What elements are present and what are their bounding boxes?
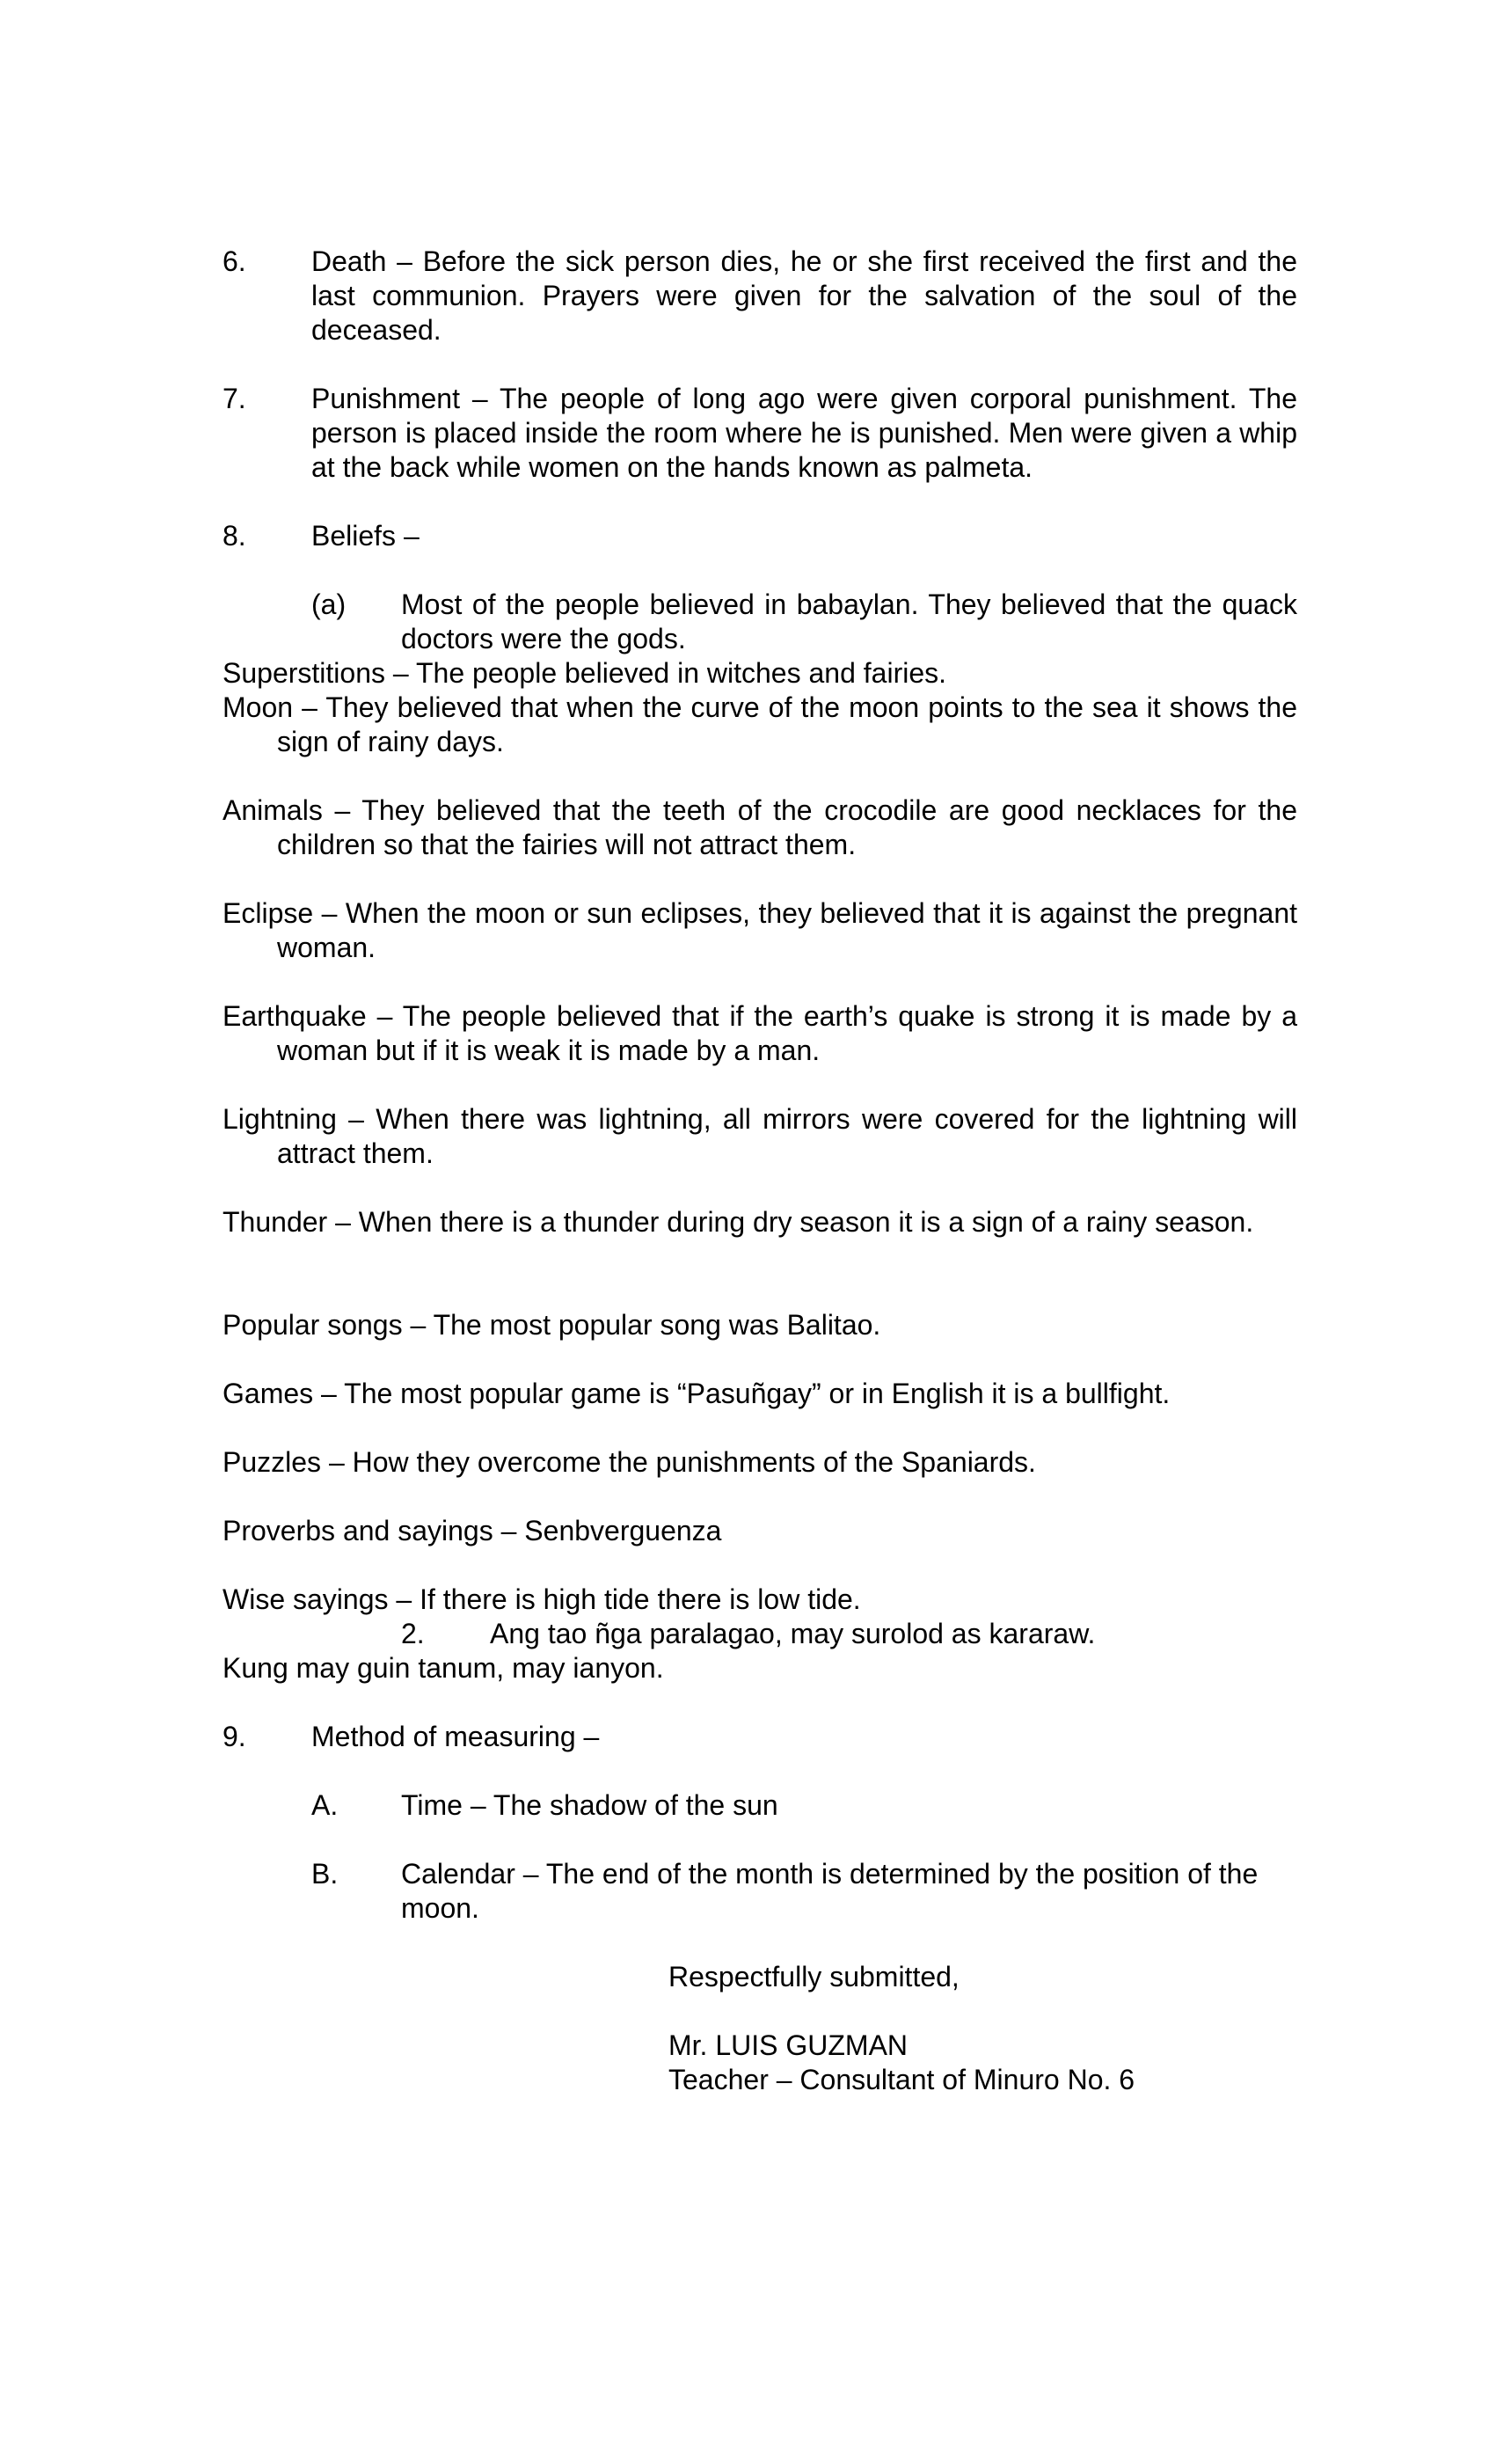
sub-item-text: Time – The shadow of the sun	[401, 1789, 778, 1821]
sub-item-text: Most of the people believed in babaylan. They believed that the quack doctors were the gods.	[401, 589, 1297, 654]
sub-item-label: A.	[311, 1789, 339, 1821]
sub-item-text: Calendar – The end of the month is determined by the position of the moon.	[401, 1858, 1259, 1924]
item-number: 7.	[223, 383, 246, 414]
signatory-title: Teacher – Consultant of Minuro No. 6	[668, 2064, 1135, 2095]
item-text: Beliefs –	[311, 520, 420, 552]
signatory-name: Mr. LUIS GUZMAN	[668, 2029, 909, 2061]
sub-item-label: B.	[311, 1858, 339, 1890]
item-text: Death – Before the sick person dies, he or she first received the first and the last communion. Prayers were given for the salvation of the soul of the deceased.	[311, 245, 1297, 346]
closing-line: Respectfully submitted,	[668, 1961, 960, 1992]
item-number: 9.	[223, 1721, 246, 1752]
saying-number: 2.	[401, 1618, 425, 1649]
item-number: 6.	[223, 245, 246, 277]
saying-text: Ang tao ñga paralagao, may surolod as kararaw.	[490, 1618, 1096, 1649]
item-number: 8.	[223, 520, 246, 552]
item-text: Method of measuring –	[311, 1721, 600, 1752]
item-text: Punishment – The people of long ago were given corporal punishment. The person is placed inside the room where he is punished. Men were given a whip at the back while women on the hands known as palmeta.	[311, 383, 1297, 483]
document-page: 6. Death – Before the sick person dies, he or she first received the first and the last communion. Prayers were given for the salvation of the soul of the deceased. 7. Punishment – The people of long ago were given corporal punishment. The person is placed inside the room where he is punished. Men were given a whip at the back while women on the hands known as palmeta. 8. Beliefs – (a) Most of the people believed in babaylan. They believed that the quack doctors were the gods. Superstitions – The people believed in witches and fairies. Moon – They believed that when the curve of the moon points to the sea it shows the sign of rainy days. Animals – They believed that the teeth of the crocodile are good necklaces for the children so that the fairies will not attract them. Eclipse – When the moon or sun eclipses, they believed that it is against the pregnant woman. Earthquake – The people believed that if the earth’s quake is strong it is made by a woman but if it is weak it is made by a man. Lightning – When there was lightning, all mirrors were covered for the lightning will attract them. Thunder – When there is a thunder during dry season it is a sign of a rainy season. Popular songs – The most popular song was Balitao. Games – The most popular game is “Pasuñgay” or in English it is a bullfight. Puzzles – How they overcome the punishments of the Spaniards. Proverbs and sayings – Senbverguenza Wise sayings – If there is high tide there is low tide. 2. Ang tao ñga paralagao, may surolod as kararaw. Kung may guin tanum, may ianyon. 9. Method of measuring – A. Time – The shadow of the sun B. Calendar – The end of the month is determined by the position of the moon. Respectfully submitted, Mr. LUIS GUZMAN Teacher – Consultant of Minuro No. 6	[223, 245, 1297, 2095]
sub-item-label: (a)	[311, 589, 347, 620]
